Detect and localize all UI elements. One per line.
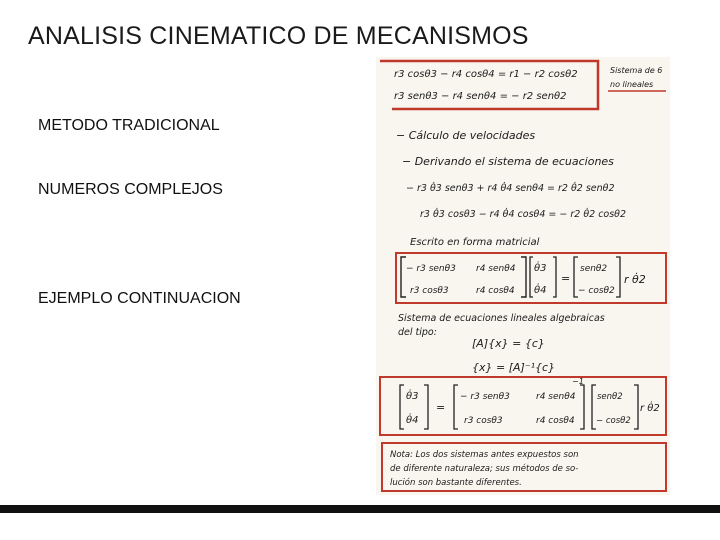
matrix-bracket-left xyxy=(401,257,406,297)
equals-sign: = xyxy=(561,272,571,285)
vector-x1: θ̇3 xyxy=(534,263,547,274)
red-solution-box xyxy=(380,377,666,435)
handwritten-notes-image xyxy=(376,57,670,495)
note-line-2: de diferente naturaleza; sus métodos de so- xyxy=(390,464,579,474)
equation-1: r3 cosθ3 − r4 cosθ4 = r1 − r2 cosθ2 xyxy=(394,69,578,80)
solution-x1: θ̇3 xyxy=(406,391,419,402)
solution-c2: − cosθ2 xyxy=(596,416,631,426)
solution-a22: r4 cosθ4 xyxy=(536,416,575,426)
vector-c2: − cosθ2 xyxy=(578,286,615,296)
derivation-heading: − Derivando el sistema de ecuaciones xyxy=(402,155,614,168)
solution-equals: = xyxy=(436,401,446,414)
ax-equals-c: [A]{x} = {c} xyxy=(472,337,545,350)
x-equals-ainv-c: {x} = [A]⁻¹{c} xyxy=(472,361,556,374)
equation-2: r3 senθ3 − r4 senθ4 = − r2 senθ2 xyxy=(394,91,567,102)
handwritten-notes-svg xyxy=(376,57,670,495)
solution-c1: senθ2 xyxy=(597,392,623,402)
slide-title: ANALISIS CINEMATICO DE MECANISMOS xyxy=(28,22,529,50)
system-note: Sistema de 6 xyxy=(610,66,663,75)
derived-equation-1: − r3 θ̇3 senθ3 + r4 θ̇4 senθ4 = r2 θ̇2 senθ2 xyxy=(406,183,615,194)
linear-system-text-2: del tipo: xyxy=(398,327,437,338)
velocity-heading: − Cálculo de velocidades xyxy=(396,129,536,142)
factor-r: r θ̇2 xyxy=(624,273,646,286)
matrix-caption: Escrito en forma matricial xyxy=(410,237,540,248)
solution-a21: r3 cosθ3 xyxy=(464,416,503,426)
inverse-exponent: −1 xyxy=(572,377,584,386)
matrix-a22: r4 cosθ4 xyxy=(476,286,515,296)
vector-x-left xyxy=(530,257,533,297)
vector-x-right xyxy=(553,257,556,297)
menu-item-metodo-tradicional[interactable]: METODO TRADICIONAL xyxy=(38,117,220,134)
solution-c-right xyxy=(634,385,638,429)
solution-x2: θ̇4 xyxy=(406,415,419,426)
system-note-2: no lineales xyxy=(610,80,654,89)
bottom-bar xyxy=(0,505,720,513)
matrix-bracket-right xyxy=(521,257,526,297)
solution-a11: − r3 senθ3 xyxy=(460,392,510,402)
note-line-1: Nota: Los dos sistemas antes expuestos son xyxy=(390,450,579,460)
solution-a12: r4 senθ4 xyxy=(536,392,576,402)
derived-equation-2: r3 θ̇3 cosθ3 − r4 θ̇4 cosθ4 = − r2 θ̇2 cosθ2 xyxy=(420,209,627,220)
matrix-a11: − r3 senθ3 xyxy=(406,264,456,274)
vector-c1: senθ2 xyxy=(580,264,608,274)
solution-matrix-right xyxy=(580,385,584,429)
note-line-3: lución son bastante diferentes. xyxy=(390,478,522,488)
linear-system-text: Sistema de ecuaciones lineales algebraicas xyxy=(398,313,605,324)
solution-x-left xyxy=(400,385,404,429)
menu-item-numeros-complejos[interactable]: NUMEROS COMPLEJOS xyxy=(38,181,223,198)
solution-x-right xyxy=(424,385,428,429)
solution-factor-r: r θ̇2 xyxy=(640,403,660,414)
matrix-a21: r3 cosθ3 xyxy=(410,286,449,296)
matrix-a12: r4 senθ4 xyxy=(476,264,516,274)
solution-matrix-left xyxy=(454,385,458,429)
vector-c-right xyxy=(616,257,620,297)
vector-x2: θ̇4 xyxy=(534,285,547,296)
menu-item-ejemplo-continuacion[interactable]: EJEMPLO CONTINUACION xyxy=(38,290,241,307)
